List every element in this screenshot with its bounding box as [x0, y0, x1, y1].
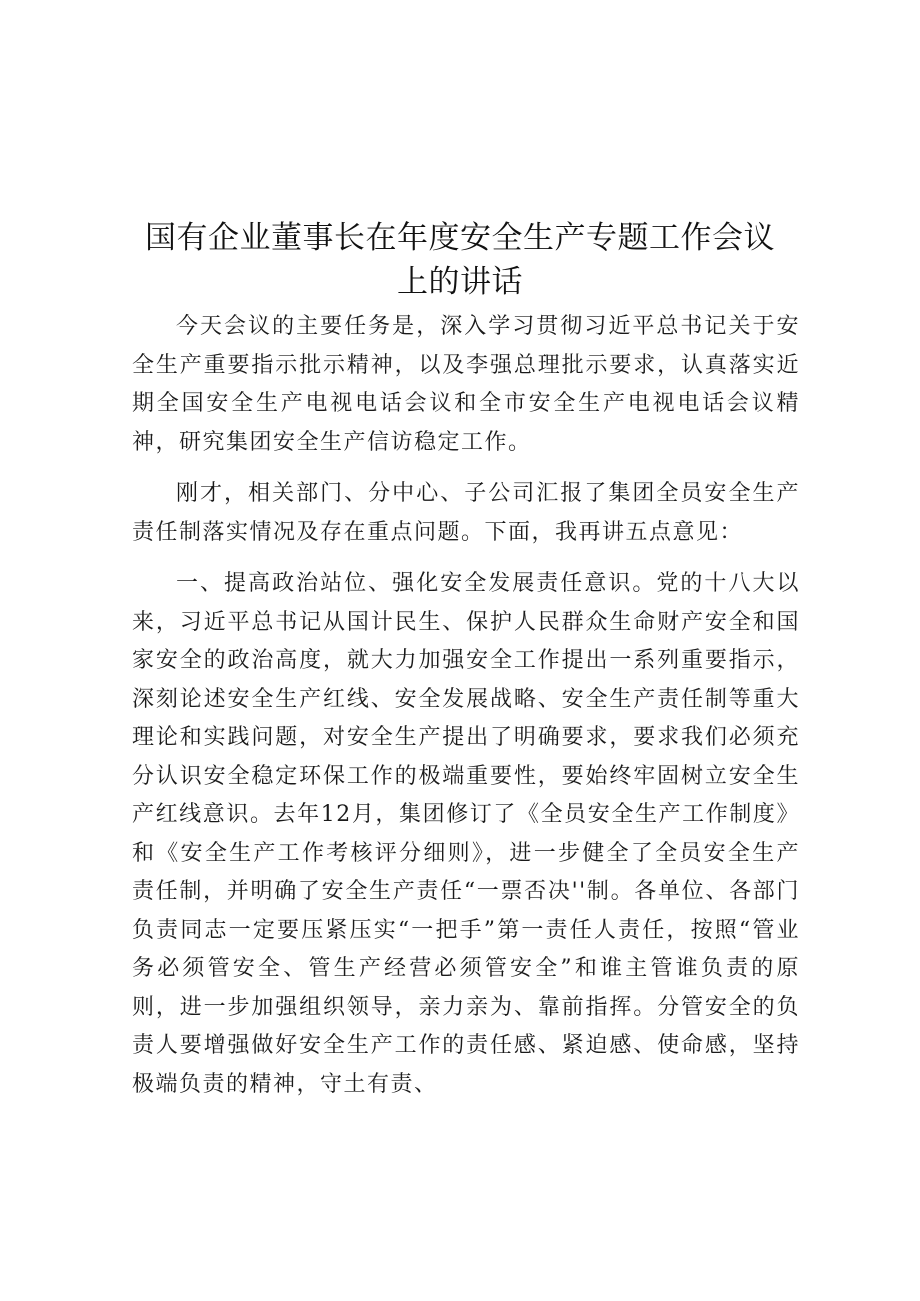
paragraph-report: 刚才，相关部门、分中心、子公司汇报了集团全员安全生产责任制落实情况及存在重点问题。下面，我再讲五点意见：: [132, 481, 800, 545]
title-line-1: 国有企业董事长在年度安全生产专题工作会议: [145, 220, 775, 256]
document-body: [132, 308, 800, 1117]
document-title: [130, 216, 790, 304]
paragraph-point-one: 一、提高政治站位、强化安全发展责任意识。党的十八大以来，习近平总书记从国计民生、保护人民群众生命财产安全和国家安全的政治高度，就大力加强安全工作提出一系列重要指示，深刻论述安全生产红线、安全发展战略、安全生产责任制等重大理论和实践问题，对安全生产提出了明确要求，要求我们必须充分认识安全稳定环保工作的极端重要性，要始终牢固树立安全生产红线意识。去年12月，集团修订了《全员安全生产工作制度》和《安全生产工作考核评分细则》，进一步健全了全员安全生产责任制，并明确了安全生产责任“一票否决''制。各单位、各部门负责同志一定要压紧压实“一把手”第一责任人责任，按照“管业务必须管安全、管生产经营必须管安全”和谁主管谁负责的原则，进一步加强组织领导，亲力亲为、靠前指挥。分管安全的负责人要增强做好安全生产工作的责任感、紧迫感、使命感，坚持极端负责的精神，守土有责、: [132, 571, 800, 1097]
paragraph-intro: 今天会议的主要任务是，深入学习贯彻习近平总书记关于安全生产重要指示批示精神，以及李强总理批示要求，认真落实近期全国安全生产电视电话会议和全市安全生产电视电话会议精神，研究集团安全生产信访稳定工作。: [132, 314, 800, 455]
title-line-2: 上的讲话: [397, 264, 523, 300]
